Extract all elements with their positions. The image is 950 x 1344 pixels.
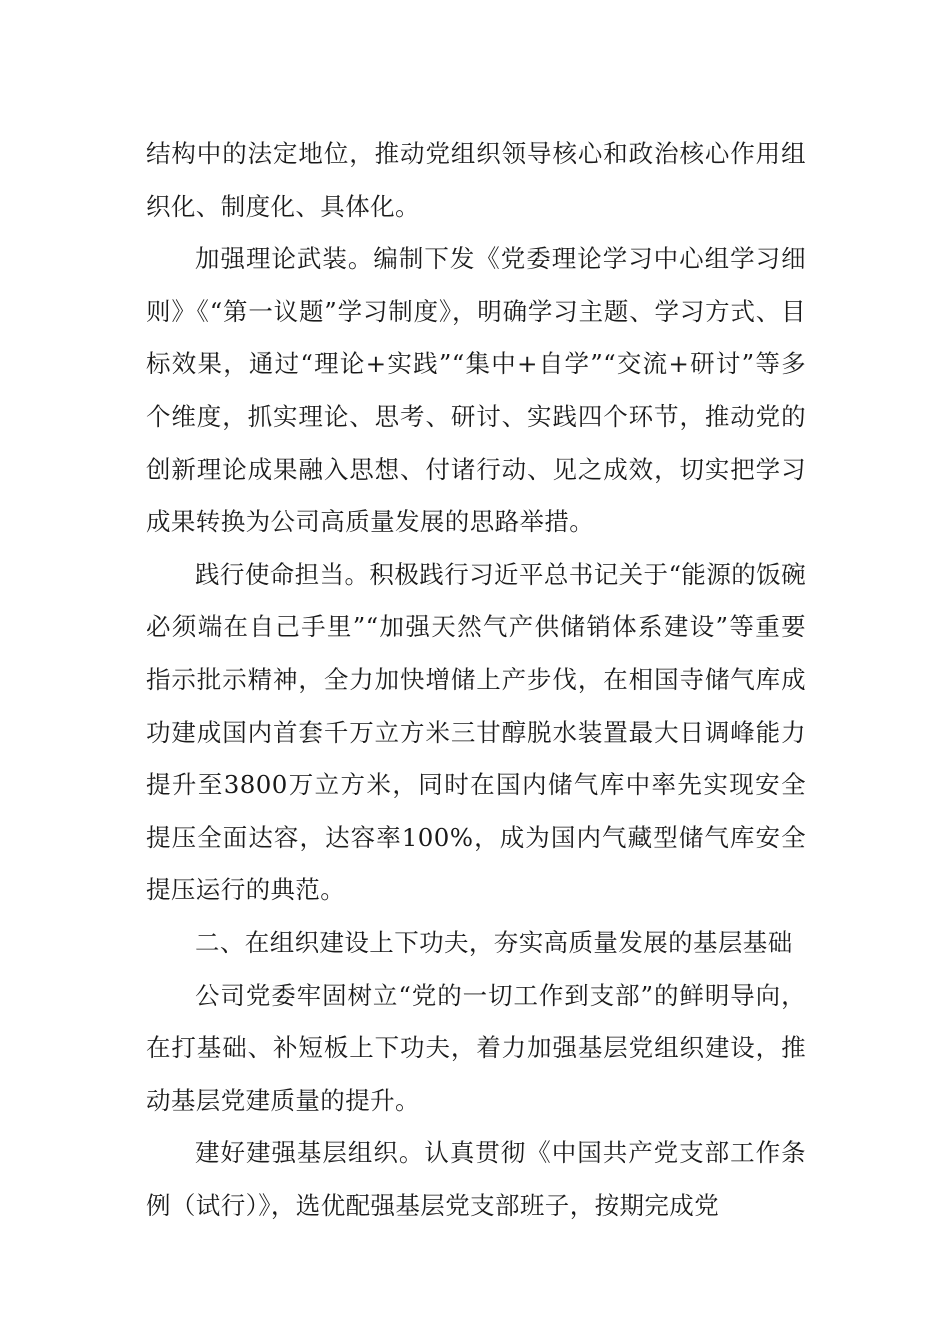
paragraph-theory-study: 加强理论武装。编制下发《党委理论学习中心组学习细则》《“第一议题”学习制度》，明确学习主题、学习方式、目标效果，通过“理论+实践”“集中+自学”“交流+研讨”等多个维度，抓实理论、思考、研讨、实践四个环节，推动党的创新理论成果融入思想、付诸行动、见之成效，切实把学习成果转换为公司高质量发展的思路举措。 xyxy=(146,244,806,537)
paragraph-continuation: 结构中的法定地位，推动党组织领导核心和政治核心作用组织化、制度化、具体化。 xyxy=(146,139,806,221)
paragraph-grassroots: 建好建强基层组织。认真贯彻《中国共产党支部工作条例（试行）》，选优配强基层党支部班子，按期完成党 xyxy=(146,1138,806,1220)
paragraph-mission: 践行使命担当。积极践行习近平总书记关于“能源的饭碗必须端在自己手里”“加强天然气产供储销体系建设”等重要指示批示精神，全力加快增储上产步伐，在相国寺储气库成功建成国内首套千万立方米三甘醇脱水装置最大日调峰能力提升至3800万立方米，同时在国内储气库中率先实现安全提压全面达容，达容率100%，成为国内气藏型储气库安全提压运行的典范。 xyxy=(146,559,806,905)
section-heading-organization: 二、在组织建设上下功夫，夯实高质量发展的基层基础 xyxy=(195,927,793,957)
document-body xyxy=(146,128,806,1232)
paragraph-party-committee: 公司党委牢固树立“党的一切工作到支部”的鲜明导向，在打基础、补短板上下功夫，着力加强基层党组织建设，推动基层党建质量的提升。 xyxy=(146,980,806,1115)
